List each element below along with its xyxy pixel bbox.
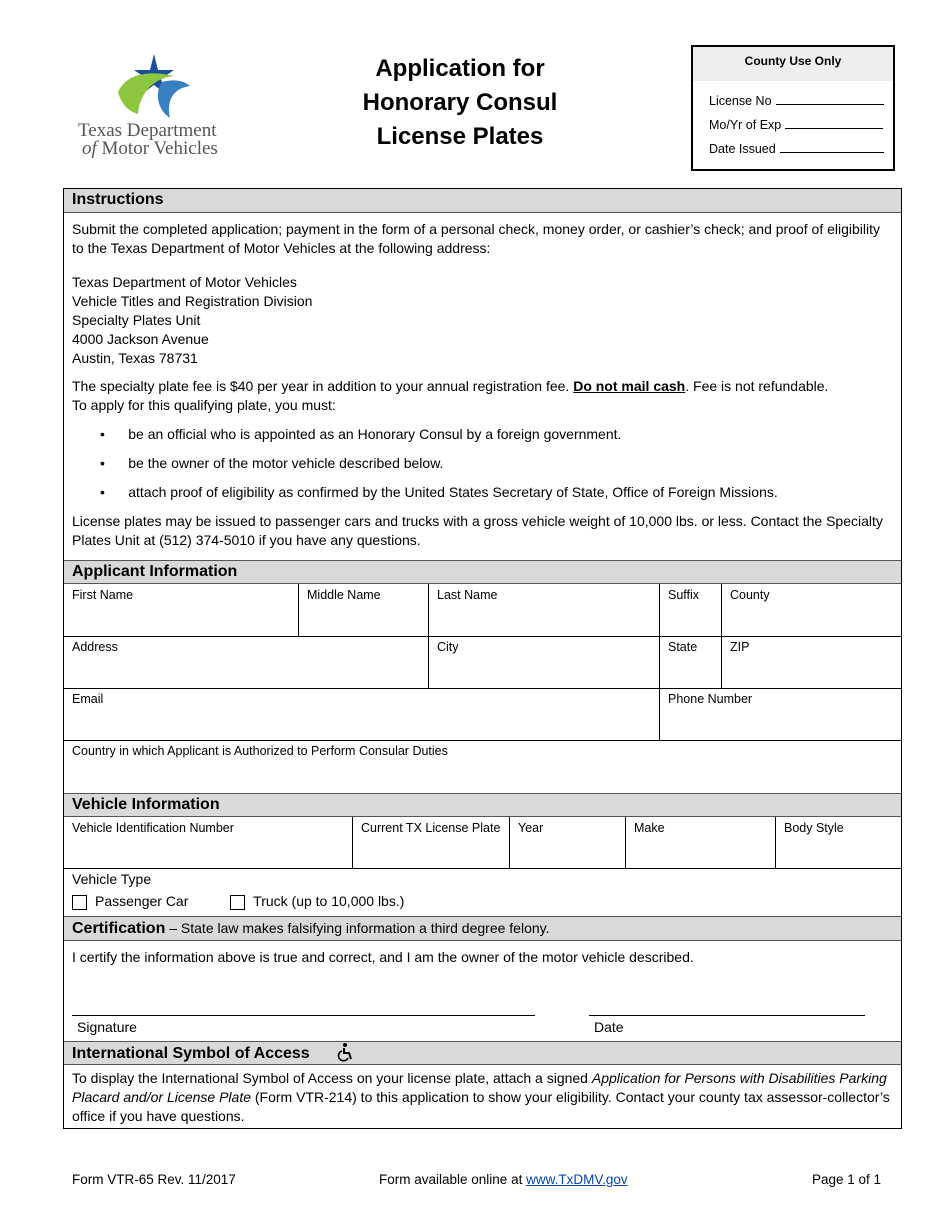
isa-text bbox=[72, 1069, 892, 1126]
address-line: 4000 Jackson Avenue bbox=[72, 331, 209, 347]
date-label: Date bbox=[594, 1019, 624, 1035]
signature-line[interactable] bbox=[72, 1015, 535, 1016]
fee-text: The specialty plate fee is $40 per year in addition to your annual registration fee. bbox=[72, 378, 574, 394]
application-form bbox=[63, 188, 902, 1129]
instructions-heading: Instructions bbox=[64, 189, 901, 213]
certification-subtitle: – State law makes falsifying information a third degree felony. bbox=[165, 920, 550, 936]
star-swoosh-icon bbox=[78, 52, 238, 122]
license-no-label: License No bbox=[709, 94, 772, 108]
county-use-box bbox=[691, 45, 895, 171]
closing-paragraph: License plates may be issued to passenger cars and trucks with a gross vehicle weight of 10,000 lbs. or less. Contact the Specialty Plates Unit at (512) 374-5010 if you have any questions. bbox=[72, 513, 883, 548]
suffix-label: Suffix bbox=[668, 588, 700, 602]
applicant-heading: Applicant Information bbox=[64, 560, 901, 584]
email-label: Email bbox=[72, 692, 104, 706]
address-line: Austin, Texas 78731 bbox=[72, 350, 198, 366]
txdmv-logo bbox=[78, 52, 238, 164]
last-name-label: Last Name bbox=[437, 588, 498, 602]
wheelchair-icon bbox=[336, 1042, 356, 1062]
divider bbox=[64, 868, 901, 869]
city-field[interactable] bbox=[429, 636, 660, 688]
current-plate-field[interactable] bbox=[353, 817, 510, 868]
signature-label: Signature bbox=[77, 1019, 137, 1035]
do-not-mail-cash: Do not mail cash bbox=[573, 378, 686, 394]
mo-yr-exp-field[interactable] bbox=[785, 118, 883, 129]
date-line[interactable] bbox=[589, 1015, 865, 1016]
passenger-car-option[interactable] bbox=[72, 893, 188, 909]
logo-line1: Texas Department bbox=[78, 120, 217, 141]
address-label: Address bbox=[72, 640, 118, 654]
form-id: Form VTR-65 Rev. 11/2017 bbox=[72, 1172, 236, 1187]
email-field[interactable] bbox=[64, 688, 660, 740]
bullet-3: • attach proof of eligibility as confirmed by the United States Secretary of State, Office of Foreign Missions. bbox=[100, 484, 778, 500]
bullet-text: attach proof of eligibility as confirmed by the United States Secretary of State, Office of Foreign Missions. bbox=[128, 484, 778, 500]
zip-label: ZIP bbox=[730, 640, 750, 654]
make-label: Make bbox=[634, 821, 665, 835]
body-style-field[interactable] bbox=[776, 817, 901, 868]
bullet-text: be the owner of the motor vehicle described below. bbox=[128, 455, 444, 471]
isa-text-a: To display the International Symbol of Access on your license plate, attach a signed bbox=[72, 1070, 592, 1086]
vehicle-type-options bbox=[72, 892, 404, 911]
city-label: City bbox=[437, 640, 459, 654]
isa-text-b: (Form VTR-214) to this application to show your eligibility. Contact your county tax assessor-collector’s office if you have questions. bbox=[72, 1089, 890, 1124]
vehicle-type-label: Vehicle Type bbox=[72, 871, 152, 887]
state-field[interactable] bbox=[660, 636, 722, 688]
isa-heading bbox=[64, 1041, 901, 1065]
vin-field[interactable] bbox=[64, 817, 353, 868]
form-online bbox=[379, 1172, 628, 1187]
mo-yr-exp-label: Mo/Yr of Exp bbox=[709, 118, 782, 132]
certification-heading bbox=[64, 916, 901, 941]
fee-paragraph bbox=[72, 377, 887, 415]
zip-field[interactable] bbox=[722, 636, 901, 688]
last-name-field[interactable] bbox=[429, 584, 660, 636]
make-field[interactable] bbox=[626, 817, 776, 868]
county-use-heading: County Use Only bbox=[693, 47, 893, 81]
certification-title: Certification bbox=[72, 920, 166, 937]
middle-name-label: Middle Name bbox=[307, 588, 381, 602]
mailing-address bbox=[72, 273, 312, 368]
body-style-label: Body Style bbox=[784, 821, 844, 835]
isa-title: International Symbol of Access bbox=[72, 1045, 310, 1062]
phone-field[interactable] bbox=[660, 688, 901, 740]
year-field[interactable] bbox=[510, 817, 626, 868]
first-name-field[interactable] bbox=[64, 584, 299, 636]
date-issued-field[interactable] bbox=[780, 142, 884, 153]
date-issued-label: Date Issued bbox=[709, 142, 776, 156]
form-online-text: Form available online at bbox=[379, 1172, 527, 1187]
apply-text: To apply for this qualifying plate, you must: bbox=[72, 397, 336, 413]
bullet-text: be an official who is appointed as an Honorary Consul by a foreign government. bbox=[128, 426, 622, 442]
license-no-field[interactable] bbox=[776, 94, 884, 105]
bullet-2: • be the owner of the motor vehicle described below. bbox=[100, 455, 444, 471]
address-field[interactable] bbox=[64, 636, 429, 688]
truck-checkbox[interactable] bbox=[230, 895, 245, 910]
year-label: Year bbox=[518, 821, 544, 835]
title-line2: Honorary Consul bbox=[362, 89, 558, 116]
logo-line2: Motor Vehicles bbox=[96, 138, 218, 159]
title-line3: License Plates bbox=[376, 123, 544, 150]
current-plate-label: Current TX License Plate bbox=[361, 821, 501, 835]
state-label: State bbox=[668, 640, 698, 654]
vehicle-heading: Vehicle Information bbox=[64, 793, 901, 817]
suffix-field[interactable] bbox=[660, 584, 722, 636]
bullet-1: • be an official who is appointed as an Honorary Consul by a foreign government. bbox=[100, 426, 622, 442]
truck-label: Truck (up to 10,000 lbs.) bbox=[253, 893, 405, 909]
txdmv-link[interactable]: www.TxDMV.gov bbox=[526, 1172, 628, 1187]
title-line1: Application for bbox=[375, 55, 545, 82]
page-number: Page 1 of 1 bbox=[812, 1172, 882, 1187]
passenger-car-checkbox[interactable] bbox=[72, 895, 87, 910]
first-name-label: First Name bbox=[72, 588, 134, 602]
address-line: Vehicle Titles and Registration Division bbox=[72, 293, 313, 309]
middle-name-field[interactable] bbox=[299, 584, 429, 636]
isa-form-title: Application for Persons with Disabilities Parking Placard and/or License Plate bbox=[72, 1070, 887, 1105]
address-line: Texas Department of Motor Vehicles bbox=[72, 274, 297, 290]
passenger-car-label: Passenger Car bbox=[95, 893, 189, 909]
instructions-intro: Submit the completed application; payment in the form of a personal check, money order, or cashier’s check; and proof of eligibility to the Texas Department of Motor Vehicles at the following address: bbox=[72, 221, 881, 256]
county-label: County bbox=[730, 588, 770, 602]
county-field[interactable] bbox=[722, 584, 901, 636]
country-label: Country in which Applicant is Authorized to Perform Consular Duties bbox=[72, 744, 448, 758]
certification-statement: I certify the information above is true and correct, and I am the owner of the motor vehicle described. bbox=[72, 949, 694, 965]
phone-label: Phone Number bbox=[668, 692, 753, 706]
logo-of: of bbox=[82, 138, 97, 159]
page-title bbox=[330, 52, 590, 154]
truck-option[interactable] bbox=[230, 893, 404, 909]
address-line: Specialty Plates Unit bbox=[72, 312, 201, 328]
country-field[interactable] bbox=[64, 740, 901, 793]
vin-label: Vehicle Identification Number bbox=[72, 821, 234, 835]
fee-text-end: . Fee is not refundable. bbox=[685, 378, 829, 394]
